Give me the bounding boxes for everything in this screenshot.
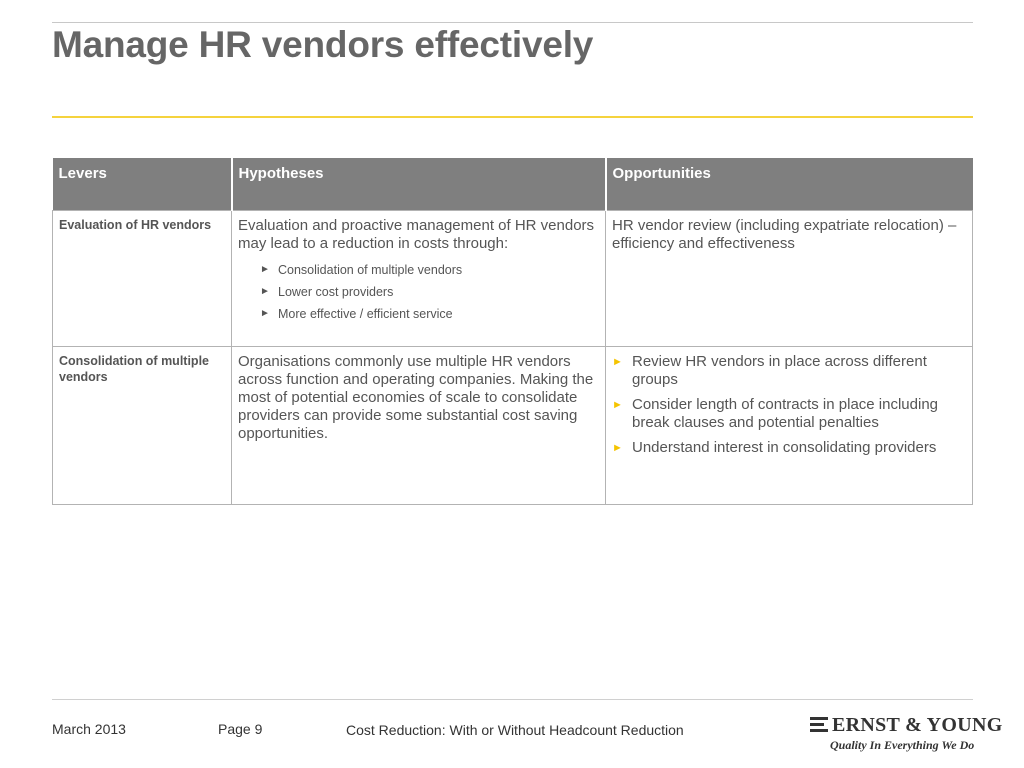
table-header-row [53,158,973,210]
bullet-text: Consolidation of multiple vendors [278,262,463,277]
bullet-text: Review HR vendors in place across different groups [632,352,927,388]
footer-rule [52,699,973,700]
yellow-arrow-icon: ► [612,355,623,368]
bullet-text: Understand interest in consolidating providers [632,438,937,456]
bullet-text: Lower cost providers [278,284,394,299]
bullet-text: Consider length of contracts in place including break clauses and potential penalties [632,395,939,431]
logo-name: ERNST & YOUNG [832,714,1003,736]
header-hypotheses: Hypotheses [232,158,606,210]
bullet-arrow-icon: ► [260,263,270,275]
lever-cell [53,346,232,504]
list-item [260,259,599,281]
hypothesis-text: Evaluation and proactive management of HR vendors may lead to a reduction in costs through: [238,216,595,252]
hypothesis-text: Organisations commonly use multiple HR vendors across function and operating companies. Making the most of potential economies of scale to consolidate providers can provide some substantial cost saving opportunities. [238,352,594,442]
footer-subtitle: Cost Reduction: With or Without Headcount Reduction [346,722,684,738]
opportunity-cell [606,210,973,346]
table-row [53,210,973,346]
title-underline [52,116,973,118]
page-number: Page 9 [218,721,263,737]
header-opportunities: Opportunities [606,158,973,210]
lever-cell [53,210,232,346]
hypothesis-bullet-list [238,259,599,325]
hypothesis-cell [232,346,606,504]
footer-date: March 2013 [52,721,126,737]
logo-mark-icon [810,717,828,733]
bullet-text: More effective / efficient service [278,306,453,321]
opportunity-bullet-list [612,353,966,457]
header-levers: Levers [53,158,232,210]
list-item [260,303,599,325]
logo-tagline: Quality In Everything We Do [830,738,975,752]
list-item [260,281,599,303]
table-row [53,346,973,504]
slide-title: Manage HR vendors effectively [52,24,594,65]
list-item [612,353,966,389]
ernst-young-logo [808,714,1003,756]
top-rule [52,22,973,23]
hypothesis-cell [232,210,606,346]
list-item [612,396,966,432]
lever-label: Consolidation of multiple vendors [59,353,209,384]
bullet-arrow-icon: ► [260,285,270,297]
opportunity-text: HR vendor review (including expatriate relocation) – efficiency and effectiveness [612,216,957,252]
opportunity-cell [606,346,973,504]
bullet-arrow-icon: ► [260,307,270,319]
yellow-arrow-icon: ► [612,441,623,454]
lever-label: Evaluation of HR vendors [59,217,212,232]
list-item [612,439,966,457]
levers-table [52,158,973,505]
yellow-arrow-icon: ► [612,398,623,411]
